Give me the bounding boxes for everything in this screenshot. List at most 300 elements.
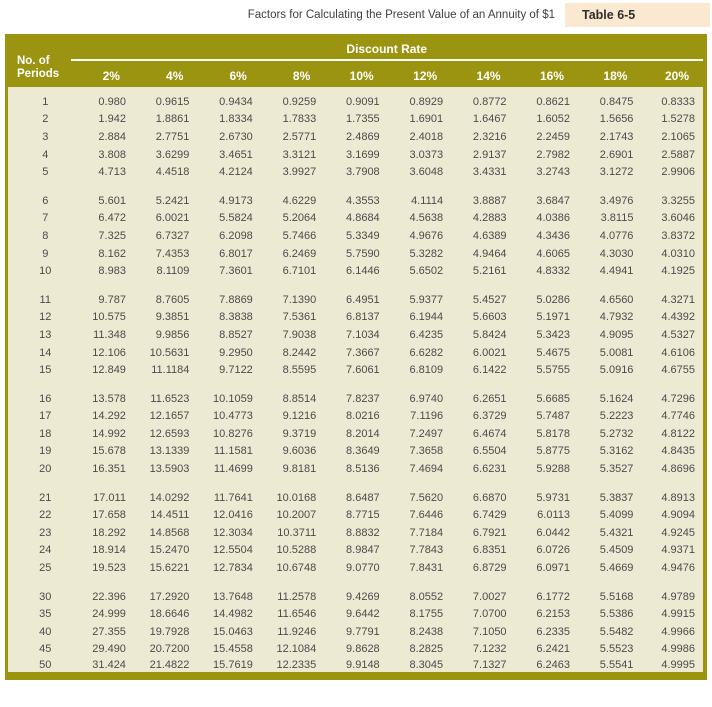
factor-cell: 12.6593 xyxy=(149,427,190,440)
factor-cell: 8.983 xyxy=(98,265,126,278)
factor-cell: 6.0726 xyxy=(536,544,570,557)
table-row xyxy=(7,146,706,164)
factor-cell: 4.6389 xyxy=(472,229,507,242)
factor-cell: 3.6046 xyxy=(661,212,695,225)
factor-cell: 2.6901 xyxy=(599,148,634,161)
factor-cell: 4.9995 xyxy=(661,659,695,672)
factor-cell: 27.355 xyxy=(92,625,126,638)
factor-cell: 4.9966 xyxy=(661,625,695,638)
table-row xyxy=(7,559,706,577)
factor-cell: 5.3423 xyxy=(536,328,570,341)
factor-cell: 4.9095 xyxy=(599,328,634,341)
factor-cell: 18.292 xyxy=(92,526,126,539)
factor-cell: 10.2007 xyxy=(276,509,317,522)
table-row xyxy=(7,93,706,111)
page-title: Factors for Calculating the Present Value of an Annuity of $1 xyxy=(247,9,555,21)
factor-cell: 10.5631 xyxy=(149,346,190,359)
factor-cell: 6.8729 xyxy=(472,562,507,575)
factor-cell: 4.4941 xyxy=(599,265,634,278)
factor-cell: 6.8109 xyxy=(409,364,444,377)
factor-cell: 11.348 xyxy=(93,328,126,341)
factor-cell: 15.0463 xyxy=(213,625,253,638)
factor-cell: 4.9094 xyxy=(661,509,695,522)
period-cell: 3 xyxy=(42,130,49,143)
factor-cell: 7.3601 xyxy=(219,265,253,278)
factor-cell: 7.1232 xyxy=(472,643,507,656)
factor-cell: 5.4099 xyxy=(599,509,634,522)
rate-column-header: 16% xyxy=(515,60,578,87)
factor-cell: 4.0310 xyxy=(661,247,695,260)
factor-cell: 6.6282 xyxy=(409,346,444,359)
period-cell: 14 xyxy=(39,346,52,359)
factor-cell: 7.7843 xyxy=(409,544,444,557)
factor-cell: 7.2497 xyxy=(409,427,444,440)
factor-cell: 5.4321 xyxy=(599,526,634,539)
factor-cell: 5.9377 xyxy=(409,293,444,306)
factor-cell: 2.7982 xyxy=(536,148,570,161)
factor-cell: 4.8332 xyxy=(536,265,570,278)
factor-cell: 5.2223 xyxy=(599,410,634,423)
factor-cell: 3.4651 xyxy=(219,148,253,161)
period-cell: 19 xyxy=(39,445,52,458)
table-body xyxy=(7,87,706,676)
factor-cell: 0.980 xyxy=(98,95,126,108)
factor-cell: 7.8237 xyxy=(346,392,380,405)
factor-cell: 4.1925 xyxy=(661,265,695,278)
factor-cell: 10.3711 xyxy=(277,526,317,539)
factor-cell: 8.2442 xyxy=(282,346,317,359)
period-cell: 20 xyxy=(39,463,52,476)
table-row xyxy=(7,425,706,443)
factor-cell: 4.7746 xyxy=(661,410,695,423)
group-gap xyxy=(7,577,706,588)
factor-cell: 31.424 xyxy=(92,659,126,672)
factor-cell: 9.6442 xyxy=(346,608,380,621)
factor-cell: 14.8568 xyxy=(149,526,190,539)
factor-cell: 7.6061 xyxy=(346,364,380,377)
factor-cell: 5.601 xyxy=(98,194,126,207)
factor-cell: 24.999 xyxy=(92,608,126,621)
factor-cell: 4.6229 xyxy=(282,194,317,207)
group-gap xyxy=(7,280,706,291)
periods-label-line1: No. of xyxy=(17,55,50,67)
factor-cell: 15.7619 xyxy=(213,659,253,672)
factor-cell: 6.6231 xyxy=(472,463,507,476)
period-cell: 16 xyxy=(39,392,52,405)
factor-cell: 4.3553 xyxy=(346,194,380,207)
factor-cell: 3.1699 xyxy=(346,148,380,161)
factor-cell: 8.6487 xyxy=(346,491,380,504)
factor-cell: 12.3034 xyxy=(213,526,253,539)
factor-cell: 9.8628 xyxy=(346,643,380,656)
factor-cell: 14.4511 xyxy=(150,509,190,522)
table-row xyxy=(7,344,706,362)
factor-cell: 5.1971 xyxy=(536,311,570,324)
factor-cell: 4.9476 xyxy=(661,562,695,575)
factor-cell: 5.3527 xyxy=(599,463,634,476)
factor-cell: 3.8887 xyxy=(472,194,507,207)
factor-cell: 15.678 xyxy=(92,445,126,458)
period-cell: 40 xyxy=(39,625,52,638)
factor-cell: 0.9615 xyxy=(155,95,190,108)
factor-cell: 0.9259 xyxy=(282,95,317,108)
factor-cell: 8.5136 xyxy=(346,463,380,476)
factor-cell: 6.2153 xyxy=(536,608,570,621)
factor-cell: 8.162 xyxy=(98,247,126,260)
factor-cell: 5.0916 xyxy=(599,364,634,377)
factor-cell: 6.1446 xyxy=(346,265,380,278)
period-cell: 23 xyxy=(39,526,52,539)
factor-cell: 8.2014 xyxy=(346,427,380,440)
factor-cell: 8.7605 xyxy=(155,293,190,306)
factor-cell: 10.8276 xyxy=(213,427,253,440)
factor-cell: 3.3121 xyxy=(282,148,317,161)
factor-cell: 6.8137 xyxy=(346,311,380,324)
factor-cell: 4.1114 xyxy=(411,194,444,207)
factor-cell: 0.9091 xyxy=(346,95,380,108)
factor-cell: 8.1755 xyxy=(409,608,444,621)
factor-cell: 5.6502 xyxy=(409,265,444,278)
factor-cell: 18.6646 xyxy=(149,608,190,621)
group-gap xyxy=(7,379,706,390)
table-row xyxy=(7,605,706,623)
factor-cell: 0.8333 xyxy=(661,95,695,108)
table-row xyxy=(7,658,706,676)
period-cell: 13 xyxy=(39,328,52,341)
factor-cell: 5.2421 xyxy=(155,194,190,207)
factor-cell: 4.3271 xyxy=(661,293,695,306)
factor-cell: 11.1184 xyxy=(151,364,190,377)
factor-cell: 11.2578 xyxy=(277,590,317,603)
factor-cell: 1.942 xyxy=(98,113,126,126)
factor-cell: 21.4822 xyxy=(149,659,190,672)
period-cell: 35 xyxy=(39,608,52,621)
factor-cell: 3.9927 xyxy=(282,166,317,179)
factor-cell: 4.0386 xyxy=(536,212,570,225)
factor-cell: 17.2920 xyxy=(149,590,190,603)
factor-cell: 3.808 xyxy=(98,148,126,161)
factor-cell: 12.0416 xyxy=(213,509,253,522)
factor-cell: 7.1390 xyxy=(282,293,317,306)
factor-cell: 4.2124 xyxy=(219,166,253,179)
factor-cell: 8.5595 xyxy=(282,364,317,377)
periods-column-header xyxy=(7,34,71,87)
factor-cell: 3.4331 xyxy=(472,166,507,179)
factor-cell: 0.8929 xyxy=(409,95,444,108)
period-cell: 9 xyxy=(42,247,49,260)
factor-cell: 9.9148 xyxy=(346,659,380,672)
factor-cell: 5.9731 xyxy=(536,491,570,504)
discount-rate-header-row xyxy=(7,34,706,60)
factor-cell: 9.0770 xyxy=(346,562,380,575)
factor-cell: 2.5887 xyxy=(661,148,695,161)
factor-cell: 5.0286 xyxy=(536,293,570,306)
factor-cell: 8.3045 xyxy=(409,659,444,672)
period-cell: 6 xyxy=(42,194,49,207)
factor-cell: 1.5656 xyxy=(599,113,634,126)
factor-cell: 8.0552 xyxy=(409,590,444,603)
factor-cell: 12.849 xyxy=(92,364,126,377)
factor-cell: 12.106 xyxy=(92,346,126,359)
rate-column-header: 6% xyxy=(197,60,260,87)
factor-cell: 14.292 xyxy=(92,410,126,423)
table-row xyxy=(7,588,706,606)
period-cell: 5 xyxy=(42,166,49,179)
factor-cell: 6.4951 xyxy=(346,293,380,306)
factor-cell: 11.7641 xyxy=(213,491,253,504)
table-row xyxy=(7,163,706,181)
factor-cell: 13.1339 xyxy=(149,445,190,458)
table-row xyxy=(7,309,706,327)
factor-cell: 5.7466 xyxy=(282,229,317,242)
factor-cell: 1.7833 xyxy=(282,113,317,126)
factor-cell: 4.9986 xyxy=(661,643,695,656)
factor-cell: 8.2438 xyxy=(409,625,444,638)
factor-cell: 8.8514 xyxy=(282,392,317,405)
factor-cell: 4.9464 xyxy=(472,247,507,260)
factor-cell: 3.6299 xyxy=(155,148,190,161)
table-header xyxy=(7,34,706,87)
factor-cell: 6.7921 xyxy=(472,526,507,539)
factor-cell: 5.4669 xyxy=(599,562,634,575)
factor-cell: 6.0021 xyxy=(472,346,507,359)
factor-cell: 4.9371 xyxy=(661,544,695,557)
period-cell: 45 xyxy=(39,643,52,656)
table-number-label: Table 6-5 xyxy=(565,3,710,27)
factor-cell: 5.3282 xyxy=(409,247,444,260)
table-row xyxy=(7,210,706,228)
factor-cell: 12.1084 xyxy=(276,643,317,656)
factor-cell: 10.6748 xyxy=(276,562,317,575)
factor-cell: 8.0216 xyxy=(346,410,380,423)
factor-cell: 10.1059 xyxy=(213,392,253,405)
factor-cell: 11.6523 xyxy=(150,392,190,405)
factor-cell: 7.8431 xyxy=(409,562,444,575)
factor-cell: 7.3658 xyxy=(409,445,444,458)
factor-cell: 5.2732 xyxy=(599,427,634,440)
rate-column-header: 18% xyxy=(578,60,641,87)
factor-cell: 17.011 xyxy=(93,491,126,504)
factor-cell: 9.8181 xyxy=(282,463,317,476)
period-cell: 25 xyxy=(39,562,52,575)
factor-cell: 7.8869 xyxy=(219,293,253,306)
factor-cell: 9.9856 xyxy=(155,328,190,341)
factor-cell: 3.8372 xyxy=(661,229,695,242)
factor-cell: 6.4674 xyxy=(472,427,507,440)
factor-cell: 2.1743 xyxy=(599,130,634,143)
factor-cell: 14.0292 xyxy=(149,491,190,504)
factor-cell: 15.2470 xyxy=(149,544,190,557)
factor-cell: 4.9915 xyxy=(661,608,695,621)
rate-column-header: 12% xyxy=(388,60,451,87)
factor-cell: 7.4694 xyxy=(409,463,444,476)
factor-cell: 2.2459 xyxy=(536,130,570,143)
period-cell: 10 xyxy=(39,265,52,278)
factor-cell: 6.2463 xyxy=(536,659,570,672)
factor-cell: 11.6546 xyxy=(277,608,317,621)
factor-cell: 6.7101 xyxy=(282,265,317,278)
factor-cell: 4.7296 xyxy=(661,392,695,405)
factor-cell: 2.5771 xyxy=(282,130,317,143)
factor-cell: 5.4675 xyxy=(536,346,570,359)
period-cell: 30 xyxy=(39,590,52,603)
table-row xyxy=(7,542,706,560)
factor-cell: 4.3436 xyxy=(536,229,570,242)
factor-cell: 7.7184 xyxy=(409,526,444,539)
factor-cell: 6.7429 xyxy=(472,509,507,522)
factor-cell: 6.1944 xyxy=(409,311,444,324)
factor-cell: 8.8832 xyxy=(346,526,380,539)
factor-cell: 10.575 xyxy=(92,311,126,324)
factor-cell: 29.490 xyxy=(92,643,126,656)
factor-cell: 5.8424 xyxy=(472,328,507,341)
factor-cell: 8.8527 xyxy=(219,328,253,341)
table-row xyxy=(7,506,706,524)
factor-cell: 4.8122 xyxy=(661,427,695,440)
factor-cell: 11.4699 xyxy=(213,463,253,476)
factor-cell: 3.8115 xyxy=(600,212,634,225)
factor-cell: 7.9038 xyxy=(282,328,317,341)
factor-cell: 5.4527 xyxy=(472,293,507,306)
factor-cell: 6.2098 xyxy=(219,229,253,242)
factor-cell: 8.9847 xyxy=(346,544,380,557)
factor-cell: 4.0776 xyxy=(599,229,634,242)
factor-cell: 8.7715 xyxy=(346,509,380,522)
factor-cell: 13.7648 xyxy=(213,590,253,603)
factor-cell: 4.2883 xyxy=(472,212,507,225)
factor-cell: 2.9137 xyxy=(472,148,507,161)
factor-cell: 3.7908 xyxy=(346,166,380,179)
rate-column-header: 14% xyxy=(451,60,514,87)
factor-cell: 5.2064 xyxy=(282,212,317,225)
factor-cell: 5.3349 xyxy=(346,229,380,242)
period-cell: 18 xyxy=(39,427,52,440)
factor-cell: 7.325 xyxy=(98,229,126,242)
group-gap xyxy=(7,181,706,192)
factor-cell: 3.6048 xyxy=(409,166,444,179)
factor-cell: 4.8684 xyxy=(346,212,380,225)
factor-cell: 4.4518 xyxy=(155,166,190,179)
factor-cell: 4.5638 xyxy=(409,212,444,225)
factor-cell: 22.396 xyxy=(92,590,126,603)
period-cell: 17 xyxy=(39,410,52,423)
table-row xyxy=(7,460,706,478)
factor-cell: 5.5824 xyxy=(219,212,253,225)
factor-cell: 9.2950 xyxy=(219,346,253,359)
period-cell: 8 xyxy=(42,229,49,242)
factor-cell: 9.7122 xyxy=(219,364,253,377)
annuity-table-page xyxy=(0,3,712,707)
factor-cell: 6.1772 xyxy=(536,590,570,603)
factor-cell: 1.7355 xyxy=(346,113,380,126)
factor-cell: 7.3667 xyxy=(346,346,380,359)
period-cell: 22 xyxy=(39,509,52,522)
factor-cell: 19.7928 xyxy=(149,625,190,638)
factor-cell: 5.3162 xyxy=(599,445,634,458)
factor-cell: 1.5278 xyxy=(661,113,695,126)
factor-cell: 16.351 xyxy=(92,463,126,476)
table-row xyxy=(7,623,706,641)
factor-cell: 5.7487 xyxy=(536,410,570,423)
factor-cell: 0.8772 xyxy=(472,95,507,108)
factor-cell: 0.8475 xyxy=(599,95,634,108)
factor-cell: 4.5327 xyxy=(661,328,695,341)
factor-cell: 2.9906 xyxy=(661,166,695,179)
factor-cell: 15.4558 xyxy=(213,643,253,656)
discount-rate-header: Discount Rate xyxy=(71,34,706,60)
factor-cell: 7.0700 xyxy=(472,608,507,621)
table-row xyxy=(7,489,706,507)
factor-cell: 13.5903 xyxy=(149,463,190,476)
factor-cell: 12.7834 xyxy=(213,562,253,575)
periods-label-line2: Periods xyxy=(17,68,60,80)
factor-cell: 4.9173 xyxy=(219,194,253,207)
factor-cell: 5.6603 xyxy=(472,311,507,324)
factor-cell: 18.914 xyxy=(92,544,126,557)
period-cell: 21 xyxy=(39,491,52,504)
factor-cell: 3.0373 xyxy=(409,148,444,161)
table-row xyxy=(7,291,706,309)
title-row xyxy=(0,3,710,27)
factor-cell: 3.1272 xyxy=(599,166,634,179)
factor-cell: 9.3719 xyxy=(282,427,317,440)
factor-cell: 4.9676 xyxy=(409,229,444,242)
factor-cell: 12.1657 xyxy=(149,410,190,423)
period-cell: 11 xyxy=(39,293,51,306)
factor-cell: 1.6467 xyxy=(472,113,507,126)
factor-cell: 5.9288 xyxy=(536,463,570,476)
factor-cell: 11.9246 xyxy=(277,625,317,638)
factor-cell: 14.992 xyxy=(92,427,126,440)
factor-cell: 1.8334 xyxy=(219,113,253,126)
factor-cell: 1.8861 xyxy=(155,113,190,126)
period-cell: 15 xyxy=(39,364,52,377)
factor-cell: 7.1050 xyxy=(472,625,507,638)
period-cell: 1 xyxy=(42,95,49,108)
factor-cell: 2.1065 xyxy=(661,130,695,143)
period-cell: 50 xyxy=(39,659,52,672)
factor-cell: 9.4269 xyxy=(346,590,380,603)
table-row xyxy=(7,128,706,146)
factor-cell: 6.2651 xyxy=(472,392,507,405)
factor-cell: 4.6560 xyxy=(599,293,634,306)
factor-cell: 5.5482 xyxy=(599,625,634,638)
factor-cell: 0.8621 xyxy=(536,95,570,108)
rate-column-header: 10% xyxy=(324,60,387,87)
factor-cell: 3.3255 xyxy=(661,194,695,207)
factor-cell: 3.2743 xyxy=(536,166,570,179)
factor-cell: 6.8351 xyxy=(472,544,507,557)
rate-column-header: 4% xyxy=(134,60,197,87)
rate-header-row xyxy=(7,60,706,87)
factor-cell: 7.4353 xyxy=(155,247,190,260)
factor-cell: 9.6036 xyxy=(282,445,317,458)
factor-cell: 6.6870 xyxy=(472,491,507,504)
factor-cell: 6.7327 xyxy=(155,229,190,242)
factor-cell: 2.4869 xyxy=(346,130,380,143)
rate-column-header: 2% xyxy=(71,60,134,87)
factor-cell: 7.5361 xyxy=(282,311,317,324)
factor-cell: 6.472 xyxy=(98,212,126,225)
factor-cell: 4.4392 xyxy=(661,311,695,324)
table-row xyxy=(7,227,706,245)
factor-cell: 5.7590 xyxy=(346,247,380,260)
factor-cell: 5.2161 xyxy=(472,265,507,278)
period-cell: 24 xyxy=(39,544,52,557)
factor-cell: 5.6685 xyxy=(536,392,570,405)
factor-cell: 8.3838 xyxy=(219,311,253,324)
table-row xyxy=(7,408,706,426)
